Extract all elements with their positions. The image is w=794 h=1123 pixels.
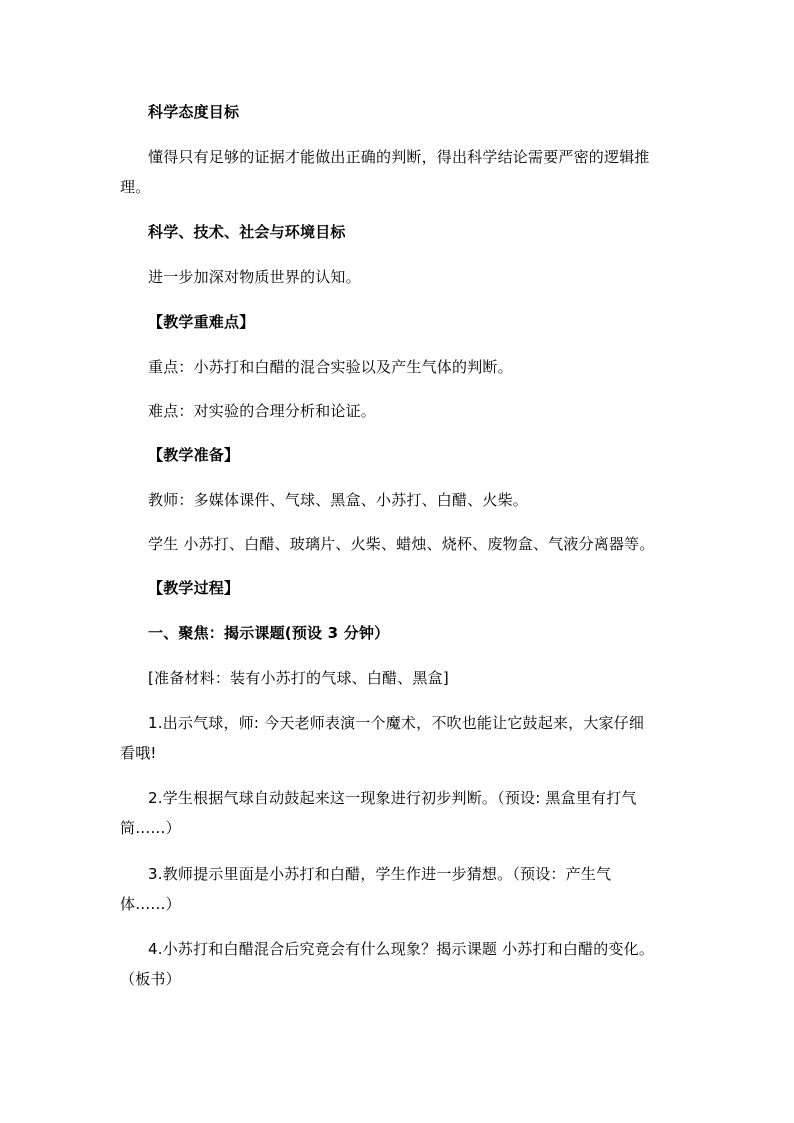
step-2-text-continued: 筒……） — [120, 819, 181, 837]
step-4-text-continued: （板书） — [120, 970, 181, 988]
stse-text: 进一步加深对物质世界的认知。 — [148, 268, 361, 286]
student-materials-text: 学生 小苏打、白醋、玻璃片、火柴、蜡烛、烧杯、废物盒、气液分离器等。 — [148, 535, 655, 553]
teacher-materials-text: 教师：多媒体课件、气球、黑盒、小苏打、白醋、火柴。 — [148, 491, 529, 509]
step-4-text: 4.小苏打和白醋混合后究竟会有什么现象？揭示课题 小苏打和白醋的变化。 — [148, 940, 655, 958]
step-3-text-continued: 体……） — [120, 895, 181, 913]
difficult-point-text: 难点：对实验的合理分析和论证。 — [148, 402, 377, 420]
key-point-text: 重点：小苏打和白醋的混合实验以及产生气体的判断。 — [148, 358, 513, 376]
process-heading: 【教学过程】 — [148, 579, 240, 597]
step-1-text-continued: 看哦! — [120, 744, 157, 762]
materials-note: [准备材料：装有小苏打的气球、白醋、黑盒] — [148, 669, 449, 687]
step-1-text: 1.出示气球，师: 今天老师表演一个魔术，不吹也能让它鼓起来，大家仔细 — [148, 714, 645, 732]
step-3-text: 3.教师提示里面是小苏打和白醋，学生作进一步猜想。（预设：产生气 — [148, 865, 612, 883]
key-points-heading: 【教学重难点】 — [148, 313, 255, 331]
section-one-heading: 一、聚焦：揭示课题(预设 3 分钟） — [148, 624, 390, 642]
science-attitude-heading: 科学态度目标 — [148, 103, 240, 121]
step-2-text: 2.学生根据气球自动鼓起来这一现象进行初步判断。（预设: 黑盒里有打气 — [148, 789, 637, 807]
science-attitude-text: 懂得只有足够的证据才能做出正确的判断，得出科学结论需要严密的逻辑推 — [148, 148, 650, 166]
preparation-heading: 【教学准备】 — [148, 446, 240, 464]
stse-heading: 科学、技术、社会与环境目标 — [148, 223, 346, 241]
science-attitude-text-continued: 理。 — [120, 178, 151, 196]
